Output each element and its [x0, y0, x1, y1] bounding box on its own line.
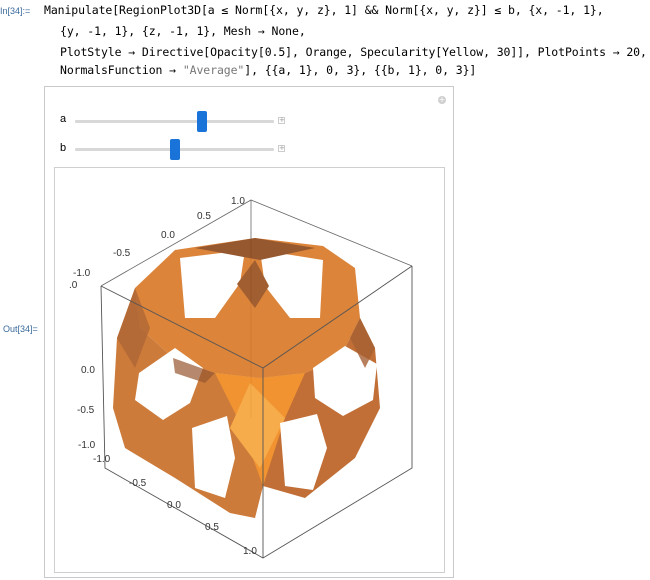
tick-label: 1.0 — [243, 546, 257, 557]
region-plot-3d[interactable] — [55, 168, 444, 572]
code-line[interactable] — [60, 63, 476, 77]
code-line[interactable]: {y, -1, 1}, {z, -1, 1}, Mesh → None, — [60, 24, 306, 38]
tick-label: -0.5 — [113, 248, 131, 259]
tick-label: .0 — [69, 280, 78, 291]
plot-frame[interactable] — [54, 167, 445, 573]
tick-label: 0.5 — [205, 522, 219, 533]
code-line[interactable]: Manipulate[RegionPlot3D[a ≤ Norm[{x, y, z}, 1] && Norm[{x, y, z}] ≤ b, {x, -1, 1}, — [44, 3, 604, 17]
input-cell-label: In[34]:= — [0, 6, 31, 16]
code-string: "Average" — [182, 63, 245, 77]
tick-label: 1.0 — [231, 196, 245, 207]
slider-b-thumb[interactable] — [170, 139, 180, 160]
output-cell-label: Out[34]= — [3, 324, 38, 334]
tick-label: 0.0 — [161, 230, 175, 241]
tick-label: -1.0 — [73, 268, 91, 279]
code-text: ], {{a, 1}, 0, 3}, {{b, 1}, 0, 3}] — [244, 63, 477, 77]
slider-a-thumb[interactable] — [197, 111, 207, 132]
code-text: NormalsFunction → — [60, 63, 183, 77]
code-line[interactable]: PlotStyle → Directive[Opacity[0.5], Orange, Specularity[Yellow, 30]], PlotPoints → 20, — [60, 45, 647, 59]
tick-label: 0.0 — [167, 500, 181, 511]
surface — [113, 238, 380, 518]
slider-a-label: a — [60, 113, 67, 125]
tick-label: 0.0 — [81, 365, 95, 376]
slider-a[interactable] — [75, 120, 274, 123]
manipulate-panel — [44, 86, 454, 578]
tick-label: -0.5 — [77, 405, 95, 416]
plus-icon[interactable]: + — [438, 95, 446, 104]
slider-a-expand-icon[interactable]: + — [279, 116, 285, 124]
slider-b[interactable] — [75, 148, 274, 151]
tick-label: 0.5 — [197, 211, 211, 222]
slider-b-expand-icon[interactable]: + — [279, 144, 285, 152]
tick-label: -1.0 — [93, 454, 111, 465]
slider-b-label: b — [60, 142, 67, 154]
tick-label: -0.5 — [129, 478, 147, 489]
tick-label: -1.0 — [78, 440, 96, 451]
